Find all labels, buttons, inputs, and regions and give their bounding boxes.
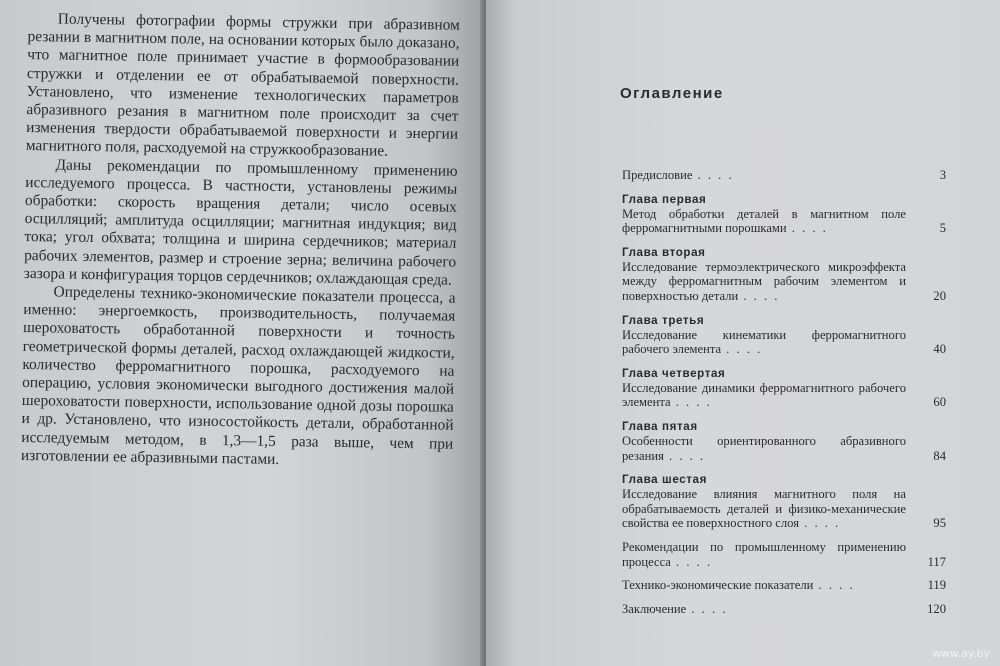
leader-dots: . . . . [799,516,841,531]
entry-text: Предисловие . . . . [622,168,734,182]
leader-dots: . . . . [786,221,828,236]
paragraph: Получены фотографии формы стружки при абразивном резании в магнитном поле, на основании которых было доказано, что магнитное поле принимает участие в формообразовании стружки и отделении ее от обрабатываемой поверхности. Установлено, что изменение технологических параметров абразивного резания в магнитном поле происходит за счет изменения твердости обрабатываемой поверхности и энергии магнитного поля, расходуемой на стружкообразование. [25,10,460,161]
entry-text: Технико-экономические показатели . . . . [622,578,855,593]
toc-entry [622,192,946,236]
entry-page-number: 3 [939,168,946,182]
entry-text: Исследование динамики ферромагнитного рабочего элемента . . . . [622,380,906,410]
watermark: www.ay.by [931,647,990,660]
toc-entry [622,366,946,410]
leader-dots: . . . . [738,288,780,303]
entry-text: Метод обработки деталей в магнитном поле ферромагнитными порошками . . . . [622,206,906,236]
chapter-label: Глава первая [622,192,707,206]
chapter-label: Глава четвертая [622,366,726,380]
leader-dots: . . . . [670,395,712,410]
chapter-label: Глава вторая [622,245,706,259]
paragraph: Определены технико-экономические показатели процесса, а именно: энергоемкость, производительность, получаемая шероховатость обработанной поверхности и точность геометрической формы деталей, расход охлаждающей жидкости, количество ферромагнитного порошка, расходуемого на операцию, условия экономически выгодного достижения малой шероховатости поверхности, использование одной дозы порошка и др. Установлено, что износостойкость детали, обработанной исследуемым методом, в 1,3—1,5 раза выше, чем при изготовлении ее абразивными пастами. [20,283,456,468]
entry-page-number: 95 [933,516,946,531]
chapter-label: Глава шестая [622,473,707,487]
entry-page-number: 40 [933,342,946,357]
chapter-label: Глава третья [622,313,705,327]
entry-page-number: 60 [933,395,946,410]
toc-entry [622,168,946,183]
toc-entry [622,540,946,569]
entry-text: Исследование термоэлектрического микроэффекта между ферромагнитным рабочим элементом и поверхностью детали . . . . [622,259,906,303]
toc-entry [622,472,946,531]
entry-page-number: 120 [927,601,946,616]
chapter-label: Глава пятая [622,419,698,433]
toc-entry [622,602,946,617]
entry-text: Особенности ориентированного абразивного резания . . . . [622,433,906,463]
entry-page-number: 119 [927,578,946,593]
toc-entry [622,419,946,463]
leader-dots: . . . . [721,342,763,357]
entry-page-number: 20 [933,288,946,303]
toc-entry [622,245,946,304]
table-of-contents [622,168,946,625]
leader-dots: . . . . [686,601,728,616]
paragraph: Даны рекомендации по промышленному применению исследуемого процесса. В частности, установлены режимы обработки: скорость вращения детали; число осевых осцилляций; амплитуда осцилляции; магнитная индукция; вид тока; угол обхвата; толщина и ширина сердечников; материал рабочих элементов, размер и строение зерна; величина рабочего зазора и конфигурация торцов сердечников; охлаждающая среда. [23,156,458,289]
right-page [486,0,1000,666]
toc-title: Оглавление [620,85,724,102]
entry-page-number: 84 [933,448,946,463]
leader-dots: . . . . [670,554,713,569]
left-page [0,0,483,666]
leader-dots: . . . . [692,168,734,182]
entry-text: Рекомендации по промышленному применению процесса . . . . [622,539,906,569]
entry-page-number: 117 [927,554,946,569]
leader-dots: . . . . [663,448,706,463]
toc-entry [622,313,946,357]
entry-text: Исследование влияния магнитного поля на обрабатываемость деталей и физико-механические свойства ее поверхностного слоя . . . . [622,487,906,531]
leader-dots: . . . . [813,578,855,593]
entry-text: Исследование кинематики ферромагнитного рабочего элемента . . . . [622,327,906,357]
body-text [21,10,460,472]
entry-text: Заключение . . . . [622,601,728,616]
toc-entry [622,578,946,593]
entry-page-number: 5 [939,221,946,236]
